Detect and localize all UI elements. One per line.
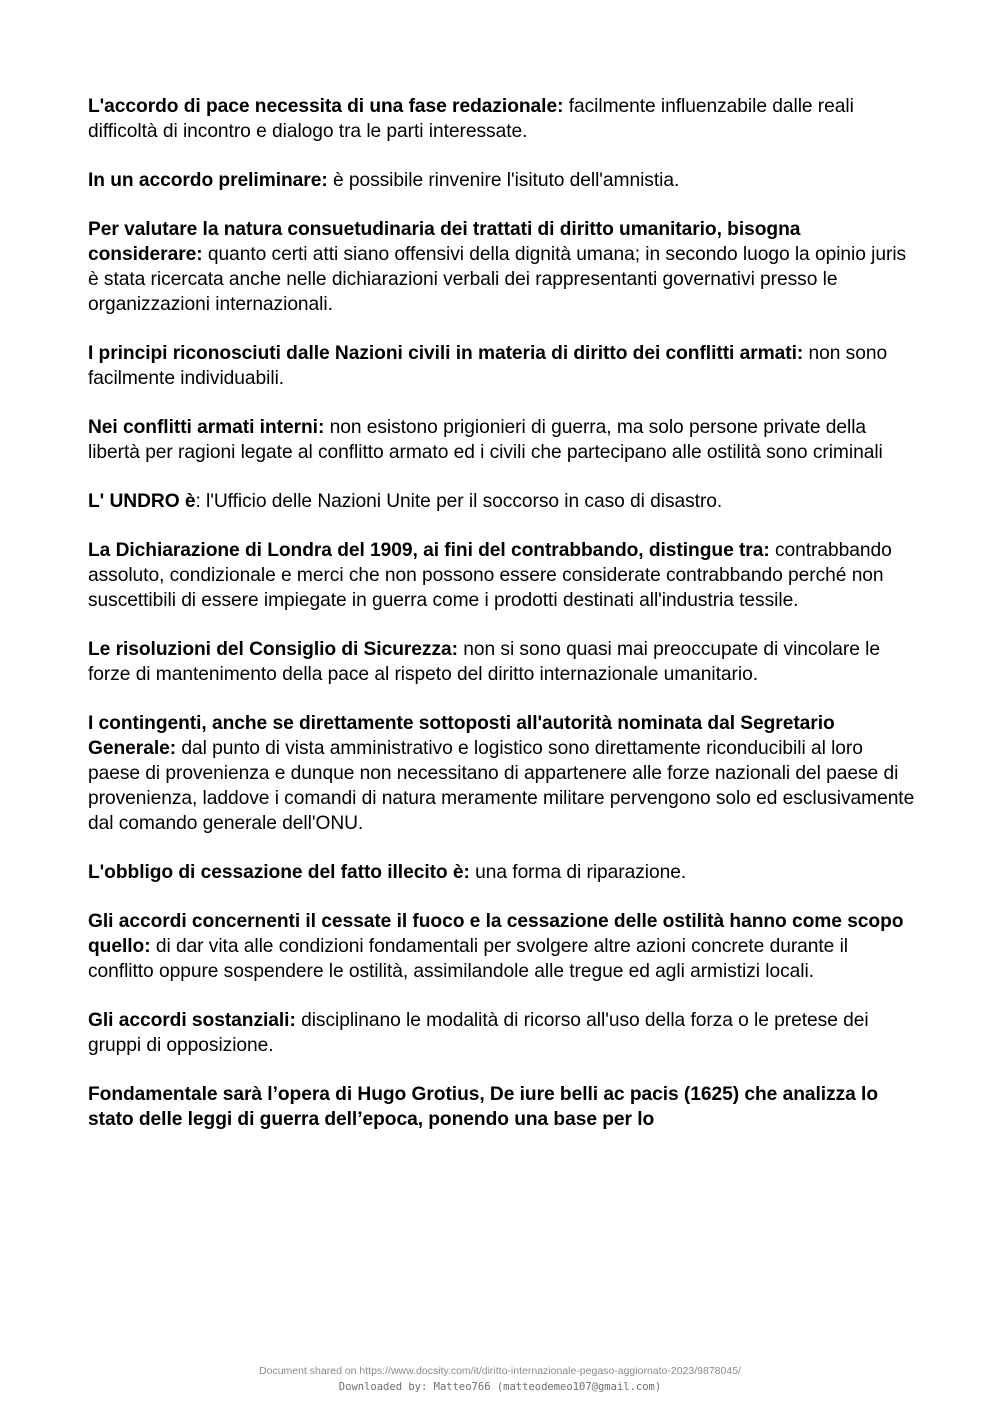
- footer-shared-link[interactable]: Document shared on https://www.docsity.com/it/diritto-internazionale-pegaso-aggiornato-2023/9878045/: [259, 1365, 741, 1377]
- paragraph-text: non sono facilmente individuabili.: [88, 343, 888, 389]
- paragraph-text: non esistono prigionieri di guerra, ma solo persone private della libertà per ragioni legate al conflitto armato ed i civili che partecipano alle ostilità sono criminali: [88, 417, 883, 463]
- paragraph: [88, 1008, 918, 1058]
- paragraph-lead: Per valutare la natura consuetudinaria dei trattati di diritto umanitario, bisogna considerare:: [88, 219, 801, 265]
- footer-downloaded-by: Downloaded by: Matteo766 (matteodemeo107@gmail.com): [338, 1381, 662, 1393]
- paragraph: [88, 415, 918, 465]
- paragraph-lead: L'accordo di pace necessita di una fase redazionale:: [88, 96, 564, 117]
- paragraph-lead: L'obbligo di cessazione del fatto illecito è:: [88, 862, 470, 883]
- paragraph: [88, 489, 918, 514]
- paragraph: [88, 637, 918, 687]
- document-body: [88, 94, 918, 1156]
- paragraph-text: dal punto di vista amministrativo e logistico sono direttamente riconducibili al loro paese di provenienza e dunque non necessitano di appartenere alle forze nazionali del paese di provenienza, laddove i comandi di natura meramente militare pervengono solo ed esclusivamente dal comando generale dell'ONU.: [88, 738, 915, 834]
- paragraph-lead: Gli accordi sostanziali:: [88, 1010, 296, 1031]
- paragraph-text: di dar vita alle condizioni fondamentali per svolgere altre azioni concrete durante il conflitto oppure sospendere le ostilità, assimilandole alle tregue ed agli armistizi locali.: [88, 936, 849, 982]
- paragraph: [88, 217, 918, 317]
- paragraph-text: quanto certi atti siano offensivi della dignità umana; in secondo luogo la opinio juris è stata ricercata anche nelle dichiarazioni verbali dei rappresentanti governativi presso le organizzazioni internazionali.: [88, 244, 907, 315]
- paragraph: [88, 909, 918, 984]
- paragraph: [88, 538, 918, 613]
- paragraph: [88, 168, 918, 193]
- paragraph: [88, 94, 918, 144]
- paragraph: [88, 860, 918, 885]
- paragraph-lead: I contingenti, anche se direttamente sottoposti all'autorità nominata dal Segretario Generale:: [88, 713, 835, 759]
- paragraph-lead: La Dichiarazione di Londra del 1909, ai fini del contrabbando, distingue tra:: [88, 540, 770, 561]
- paragraph-text: non si sono quasi mai preoccupate di vincolare le forze di mantenimento della pace al rispeto del diritto internazionale umanitario.: [88, 639, 880, 685]
- paragraph-lead: L' UNDRO è: [88, 491, 196, 512]
- paragraph-lead: I principi riconosciuti dalle Nazioni civili in materia di diritto dei conflitti armati:: [88, 343, 804, 364]
- paragraph-text: disciplinano le modalità di ricorso all'uso della forza o le pretese dei gruppi di opposizione.: [88, 1010, 869, 1056]
- paragraph-lead: Le risoluzioni del Consiglio di Sicurezza:: [88, 639, 458, 660]
- paragraph-lead: Gli accordi concernenti il cessate il fuoco e la cessazione delle ostilità hanno come scopo quello:: [88, 911, 904, 957]
- paragraph-lead: Nei conflitti armati interni:: [88, 417, 325, 438]
- paragraph-lead: Fondamentale sarà l’opera di Hugo Grotius, De iure belli ac pacis (1625) che analizza lo stato delle leggi di guerra dell’epoca, ponendo una base per lo: [88, 1084, 878, 1130]
- paragraph-lead: In un accordo preliminare:: [88, 170, 328, 191]
- paragraph: [88, 341, 918, 391]
- paragraph-text: facilmente influenzabile dalle reali difficoltà di incontro e dialogo tra le parti interessate.: [88, 96, 854, 142]
- paragraph: [88, 711, 918, 836]
- paragraph-text: è possibile rinvenire l'isituto dell'amnistia.: [327, 170, 680, 191]
- paragraph-text: contrabbando assoluto, condizionale e merci che non possono essere considerate contrabbando perché non suscettibili di essere impiegate in guerra come i prodotti destinati all'industria tessile.: [88, 540, 892, 611]
- paragraph: [88, 1082, 918, 1132]
- paragraph-text: : l'Ufficio delle Nazioni Unite per il soccorso in caso di disastro.: [195, 491, 723, 512]
- paragraph-text: una forma di riparazione.: [469, 862, 687, 883]
